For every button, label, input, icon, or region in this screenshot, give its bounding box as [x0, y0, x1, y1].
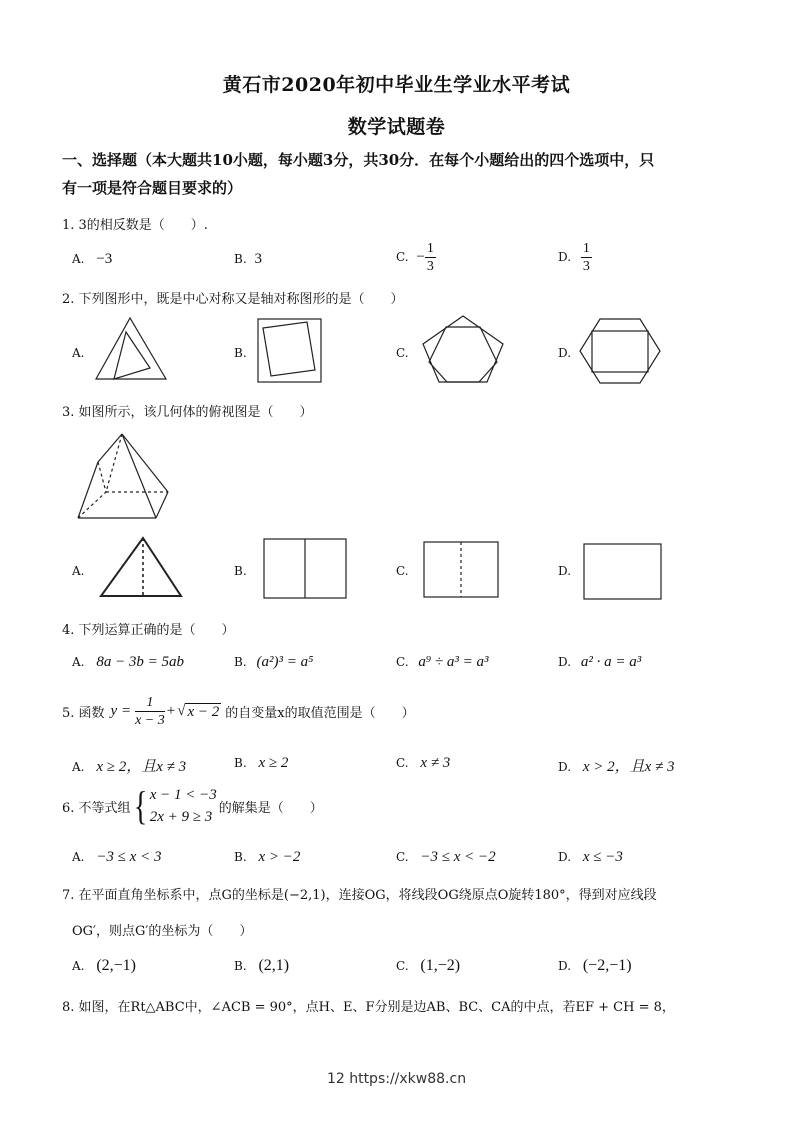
q5-option-c: [396, 755, 450, 772]
q4-b-label: B.: [234, 655, 247, 669]
q7-c-label: C.: [396, 959, 409, 973]
q2-a-outer-triangle: [96, 318, 166, 379]
q3-c-label: C.: [396, 564, 409, 578]
q3-figure-d: [583, 543, 662, 600]
q1-d-fraction: [581, 240, 592, 275]
q5-sqrt-radicand: x − 2: [187, 703, 220, 720]
q7-line2: OG′，则点G′的坐标为（ ）: [72, 924, 253, 939]
q6-option-b: [234, 849, 300, 866]
q5-stem-post: 的自变量x的取值范围是（ ）: [225, 706, 415, 721]
q6-c-value: −3 ≤ x < −2: [420, 849, 496, 865]
q6-row2: 2x + 9 ≥ 3: [149, 809, 213, 825]
q3-figure-b: [263, 538, 347, 600]
q1-option-b: [234, 251, 262, 268]
q7-b-value: (2,1): [258, 957, 290, 974]
q3-hidden-edge: [98, 462, 106, 492]
q1-d-numerator: 1: [582, 241, 590, 256]
q2-b-label: B.: [234, 346, 247, 360]
q6-option-d: [558, 849, 623, 866]
exam-title: 黄石市2020年初中毕业生学业水平考试: [222, 74, 571, 96]
q3-edge: [122, 434, 156, 518]
q4-c-label: C.: [396, 655, 409, 669]
q1-b-value: 3: [254, 251, 262, 267]
q6-a-value: −3 ≤ x < 3: [96, 849, 162, 865]
q4-d-value: a² · a = a³: [580, 654, 642, 670]
q5-stem: [62, 694, 415, 729]
q2-c-hexagon: [429, 327, 497, 382]
q7-d-value: (−2,−1): [582, 957, 632, 974]
q5-denominator: x − 3: [135, 713, 165, 728]
q2-a-label: A.: [72, 346, 85, 360]
q1-c-denominator: 3: [426, 259, 434, 274]
q4-option-c: [396, 654, 488, 671]
q7-a-label: A.: [72, 959, 85, 973]
q4-c-value: a⁹ ÷ a³ = a³: [418, 654, 489, 670]
q3-edge: [122, 434, 168, 492]
q7-option-c: [396, 957, 460, 975]
q4-b-value: (a²)³ = a⁵: [256, 654, 314, 670]
q5-c-value: x ≠ 3: [420, 755, 451, 771]
q5-c-label: C.: [396, 756, 409, 770]
q5-option-a: [72, 755, 186, 776]
q1-a-label: A.: [72, 252, 85, 266]
q3-edge: [78, 462, 98, 518]
q1-a-value: −3: [96, 251, 113, 267]
q5-numerator: 1: [135, 694, 165, 712]
q5-sqrt-sign: √: [177, 703, 186, 719]
q2-stem: 2. 下列图形中，既是中心对称又是轴对称图形的是（ ）: [62, 292, 404, 307]
q1-option-d: [558, 240, 592, 275]
q2-b-inner-square: [263, 322, 315, 376]
q1-d-label: D.: [558, 250, 572, 264]
q6-c-label: C.: [396, 850, 409, 864]
section-heading-line1: 一、选择题（本大题共10小题，每小题3分，共30分．在每个小题给出的四个选项中，只: [62, 151, 655, 169]
q5-b-value: x ≥ 2: [258, 755, 289, 771]
q4-a-value: 8a − 3b = 5ab: [96, 654, 185, 670]
q1-stem: 1. 3的相反数是（ ）.: [62, 218, 208, 233]
q1-b-label: B.: [234, 252, 247, 266]
q8-line1: 8. 如图，在Rt△ABC中，∠ACB = 90°，点H、E、F分别是边AB、BC、CA的中点，若EF + CH = 8，: [62, 1000, 675, 1015]
q2-d-rectangle: [592, 331, 648, 372]
q7-option-a: [72, 957, 136, 975]
q4-a-label: A.: [72, 655, 85, 669]
page-footer: 12 https://xkw88.cn: [326, 1071, 467, 1087]
q5-a-label: A.: [72, 760, 85, 774]
q5-a-value: x ≥ 2，且x ≠ 3: [96, 759, 187, 775]
q6-d-value: x ≤ −3: [582, 849, 623, 865]
q7-option-d: [558, 957, 632, 975]
q3-a-triangle: [101, 538, 181, 596]
q2-c-label: C.: [396, 346, 409, 360]
q3-a-label: A.: [72, 564, 85, 578]
q2-d-label: D.: [558, 346, 572, 360]
q6-row1: x − 1 < −3: [149, 787, 217, 803]
q7-d-label: D.: [558, 959, 572, 973]
section-heading: [62, 146, 742, 202]
q6-d-label: D.: [558, 850, 572, 864]
q3-b-label: B.: [234, 564, 247, 578]
q2-figure-a: [94, 316, 168, 382]
exam-subtitle: 数学试题卷: [347, 116, 446, 138]
q6-stem-post: 的解集是（ ）: [218, 800, 323, 816]
q3-solid-figure: [76, 432, 176, 522]
q4-option-b: [234, 654, 313, 671]
q4-option-a: [72, 654, 184, 671]
q3-figure-a: [99, 536, 183, 598]
q1-c-numerator: 1: [426, 241, 434, 256]
q2-figure-c: [421, 314, 505, 384]
q6-brace: {: [133, 783, 147, 828]
q5-b-label: B.: [234, 756, 247, 770]
q2-a-inner-triangle: [114, 332, 150, 379]
q4-option-d: [558, 654, 641, 671]
q1-option-a: [72, 251, 112, 268]
q6-option-a: [72, 849, 161, 866]
q5-option-b: [234, 755, 288, 772]
q6-stem: [62, 784, 323, 828]
q1-c-fraction: [425, 240, 436, 275]
q3-edge: [156, 492, 168, 518]
q6-b-value: x > −2: [258, 849, 301, 865]
q6-a-label: A.: [72, 850, 85, 864]
q5-function-y: y =: [110, 703, 132, 719]
q1-c-label: C.: [396, 250, 409, 264]
q5-stem-pre: 5. 函数: [62, 706, 105, 721]
q5-option-d: [558, 755, 675, 776]
q7-b-label: B.: [234, 959, 247, 973]
q6-option-c: [396, 849, 496, 866]
q5-d-label: D.: [558, 760, 572, 774]
q3-stem: 3. 如图所示，该几何体的俯视图是（ ）: [62, 405, 313, 420]
q2-figure-d: [578, 318, 662, 384]
q5-d-value: x > 2，且x ≠ 3: [582, 759, 675, 775]
q4-d-label: D.: [558, 655, 572, 669]
q6-stem-pre: 6. 不等式组: [62, 800, 131, 816]
q5-fraction: [135, 694, 165, 729]
q7-line1: 7. 在平面直角坐标系中，点G的坐标是(−2,1)，连接OG，将线段OG绕原点O旋转180°，得到对应线段: [62, 888, 657, 903]
q2-figure-b: [257, 318, 323, 384]
q3-d-label: D.: [558, 564, 572, 578]
q5-plus: +: [166, 703, 176, 719]
q7-option-b: [234, 957, 289, 975]
q1-c-sign: −: [416, 249, 425, 265]
q3-d-rectangle: [584, 544, 661, 599]
q7-a-value: (2,−1): [96, 957, 136, 974]
q1-option-c: [396, 240, 436, 275]
q3-figure-c: [423, 541, 499, 599]
q6-b-label: B.: [234, 850, 247, 864]
q7-c-value: (1,−2): [420, 957, 461, 974]
q6-system: [150, 784, 217, 828]
section-heading-line2: 有一项是符合题目要求的）: [62, 179, 243, 197]
q1-d-denominator: 3: [582, 259, 590, 274]
q4-stem: 4. 下列运算正确的是（ ）: [62, 623, 235, 638]
